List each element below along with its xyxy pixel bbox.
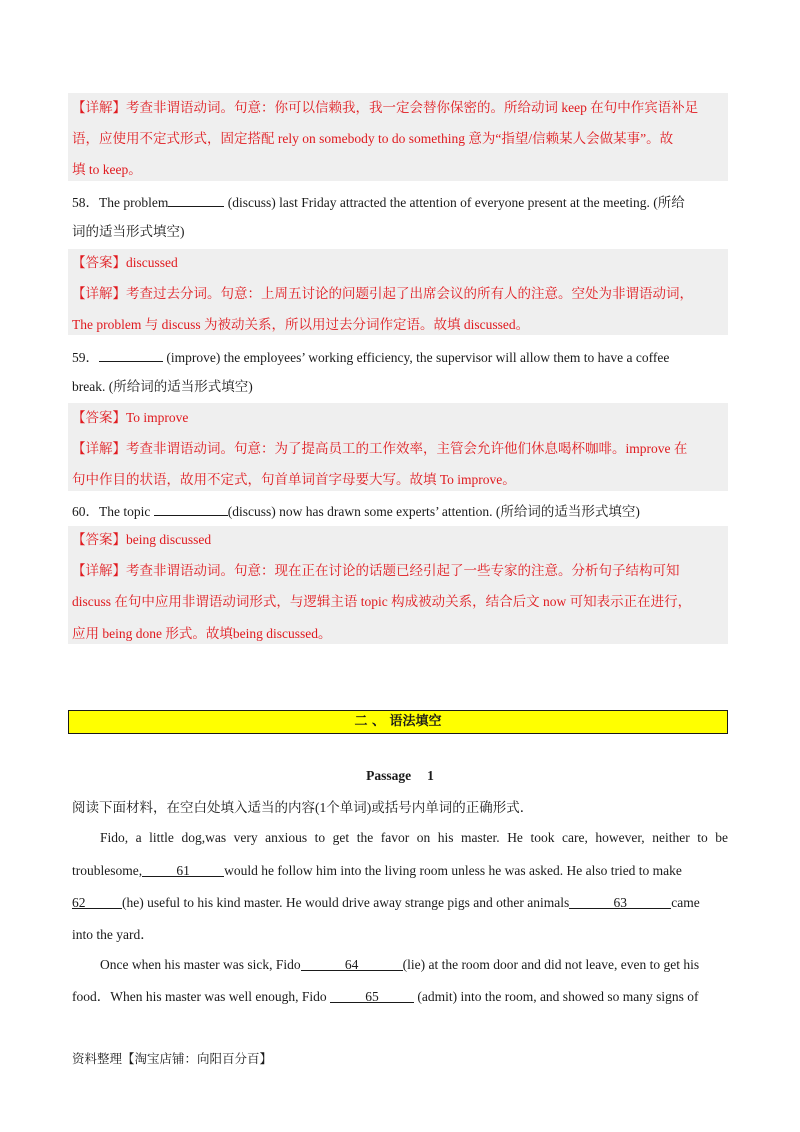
passage-p1-text-3b: (he) useful to his kind master. He would drive away strange pigs and other animals: [122, 895, 570, 910]
q58-number: 58．: [72, 195, 99, 210]
q59-detail-line-2: 句中作目的状语，故用不定式，句首单词首字母要大写。故填 To improve。: [72, 472, 516, 487]
blank-61: 61: [142, 862, 224, 877]
passage-instruction: 阅读下面材料，在空白处填入适当的内容(1个单词)或括号内单词的正确形式．: [72, 800, 534, 815]
passage-title: [0, 768, 800, 784]
q60-blank: [154, 501, 228, 516]
blank-64: 64: [301, 956, 403, 971]
q58-question-line-1: [72, 192, 728, 212]
passage-p1-line-4: into the yard．: [72, 927, 154, 942]
q59-blank: [99, 347, 163, 362]
q59-answer: 【答案】To improve: [72, 410, 189, 425]
passage-p2-text-1b: (lie) at the room door and did not leave, even to get his: [402, 957, 700, 972]
passage-p1-text-3c: came: [671, 895, 700, 910]
q58-question-line-2: 词的适当形式填空): [72, 224, 185, 239]
q58-detail-line-2: The problem 与 discuss 为被动关系，所以用过去分词作定语。故填 discussed。: [72, 317, 530, 332]
section-header: 二 、 语法填空: [68, 710, 728, 734]
q58-detail-line-1: 【详解】考查过去分词。句意：上周五讨论的问题引起了出席会议的所有人的注意。空处为非谓语动词，: [72, 286, 693, 301]
q57-detail-line-3: 填 to keep。: [72, 162, 142, 177]
q58-text-b: (discuss) last Friday attracted the attention of everyone present at the meeting. (所给: [224, 195, 685, 210]
q59-detail-line-1: 【详解】考查非谓语动词。句意：为了提高员工的工作效率，主管会允许他们休息喝杯咖啡。improve 在: [72, 441, 688, 456]
passage-p2-text-1a: Once when his master was sick, Fido: [100, 957, 301, 972]
q59-question-line-1: [72, 347, 728, 367]
blank-63: 63: [569, 894, 671, 909]
q59-text-b: (improve) the employees’ working efficiency, the supervisor will allow them to have a coffee: [163, 350, 670, 365]
q60-text-b: (discuss) now has drawn some experts’ attention. (所给词的适当形式填空): [227, 504, 640, 519]
blank-65: 65: [330, 988, 414, 1003]
q60-answer: 【答案】being discussed: [72, 532, 212, 547]
q58-answer: 【答案】discussed: [72, 255, 178, 270]
passage-p2-text-2b: (admit) into the room, and showed so many signs of: [413, 989, 699, 1004]
footer-source: 资料整理【淘宝店铺：向阳百分百】: [72, 1051, 273, 1066]
q60-text-a: The topic: [99, 504, 154, 519]
q57-detail-line-1: 【详解】考查非谓语动词。句意：你可以信赖我，我一定会替你保密的。所给动词 keep 在句中作宾语补足: [72, 100, 699, 115]
q60-number: 60．: [72, 504, 99, 519]
passage-title-word: Passage: [366, 768, 412, 783]
blank-62: 62: [72, 894, 122, 909]
q60-detail-line-1: 【详解】考查非谓语动词。句意：现在正在讨论的话题已经引起了一些专家的注意。分析句子结构可知: [72, 563, 680, 578]
q60-detail-line-2: discuss 在句中应用非谓语动词形式，与逻辑主语 topic 构成被动关系，结合后文 now 可知表示正在进行，: [72, 594, 692, 609]
passage-p1-text-2a: troublesome,: [72, 863, 143, 878]
q60-question-line-1: [72, 501, 728, 521]
passage-p1-text-1: Fido, a little dog,was very anxious to get the favor on his master. He took care, however, neither to be: [100, 830, 728, 845]
passage-p2-line-1: [100, 956, 728, 974]
passage-title-number: 1: [427, 768, 434, 783]
q59-number: 59．: [72, 350, 99, 365]
q59-question-line-2: break. (所给词的适当形式填空): [72, 379, 253, 394]
q57-detail-line-2: 语，应使用不定式形式，固定搭配 rely on somebody to do something 意为“指望/信赖某人会做某事”。故: [72, 131, 674, 146]
q58-text-a: The problem: [99, 195, 169, 210]
q58-blank: [168, 192, 224, 207]
passage-p2-line-2: [72, 988, 728, 1006]
passage-p1-line-1: [100, 829, 728, 847]
q60-detail-line-3: 应用 being done 形式。故填being discussed。: [72, 626, 332, 641]
passage-p1-line-2: [72, 862, 728, 880]
passage-p1-text-2b: would he follow him into the living room unless he was asked. He also tried to make: [224, 863, 682, 878]
passage-p1-line-3: [72, 894, 728, 912]
passage-p2-text-2a: food．When his master was well enough, Fido: [72, 989, 330, 1004]
